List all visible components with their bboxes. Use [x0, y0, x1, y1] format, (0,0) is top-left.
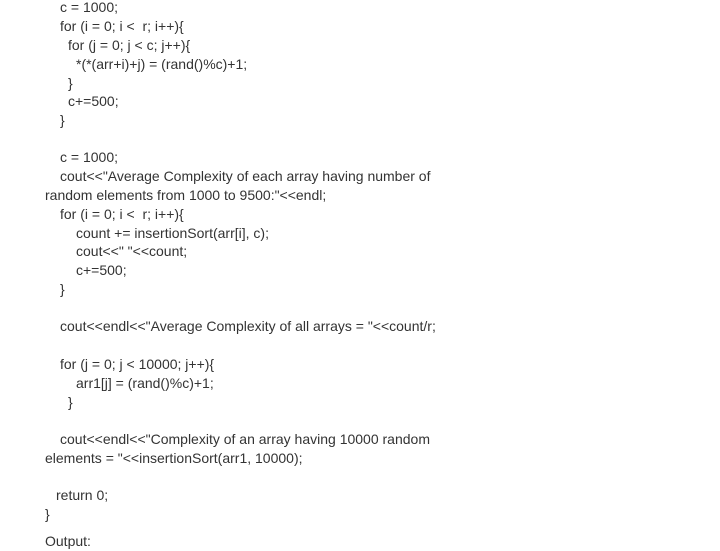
code-line: random elements from 1000 to 9500:"<<endl;: [45, 187, 327, 203]
code-line: }: [60, 281, 65, 297]
code-line: *(*(arr+i)+j) = (rand()%c)+1;: [76, 56, 248, 72]
code-line: cout<<endl<<"Average Complexity of all arrays = "<<count/r;: [60, 318, 436, 334]
code-line: }: [45, 506, 50, 522]
code-line: for (i = 0; i < r; i++){: [60, 206, 184, 222]
code-line: cout<<endl<<"Complexity of an array having 10000 random: [60, 431, 430, 447]
code-line: cout<<"Average Complexity of each array having number of: [60, 168, 431, 184]
code-line: for (j = 0; j < c; j++){: [68, 37, 191, 53]
code-line: c = 1000;: [60, 0, 118, 15]
code-line: cout<<" "<<count;: [76, 243, 188, 259]
code-line: }: [68, 75, 73, 91]
code-line: }: [68, 394, 73, 410]
code-line: arr1[j] = (rand()%c)+1;: [76, 375, 214, 391]
code-line: for (i = 0; i < r; i++){: [60, 18, 184, 34]
output-label: Output:: [45, 533, 91, 549]
code-line: c = 1000;: [60, 149, 118, 165]
code-line: for (j = 0; j < 10000; j++){: [60, 356, 215, 372]
code-line: elements = "<<insertionSort(arr1, 10000);: [45, 450, 303, 466]
code-line: c+=500;: [76, 262, 127, 278]
code-line: count += insertionSort(arr[i], c);: [76, 225, 269, 241]
code-line: return 0;: [56, 487, 109, 503]
code-line: }: [60, 112, 65, 128]
code-line: c+=500;: [68, 93, 119, 109]
